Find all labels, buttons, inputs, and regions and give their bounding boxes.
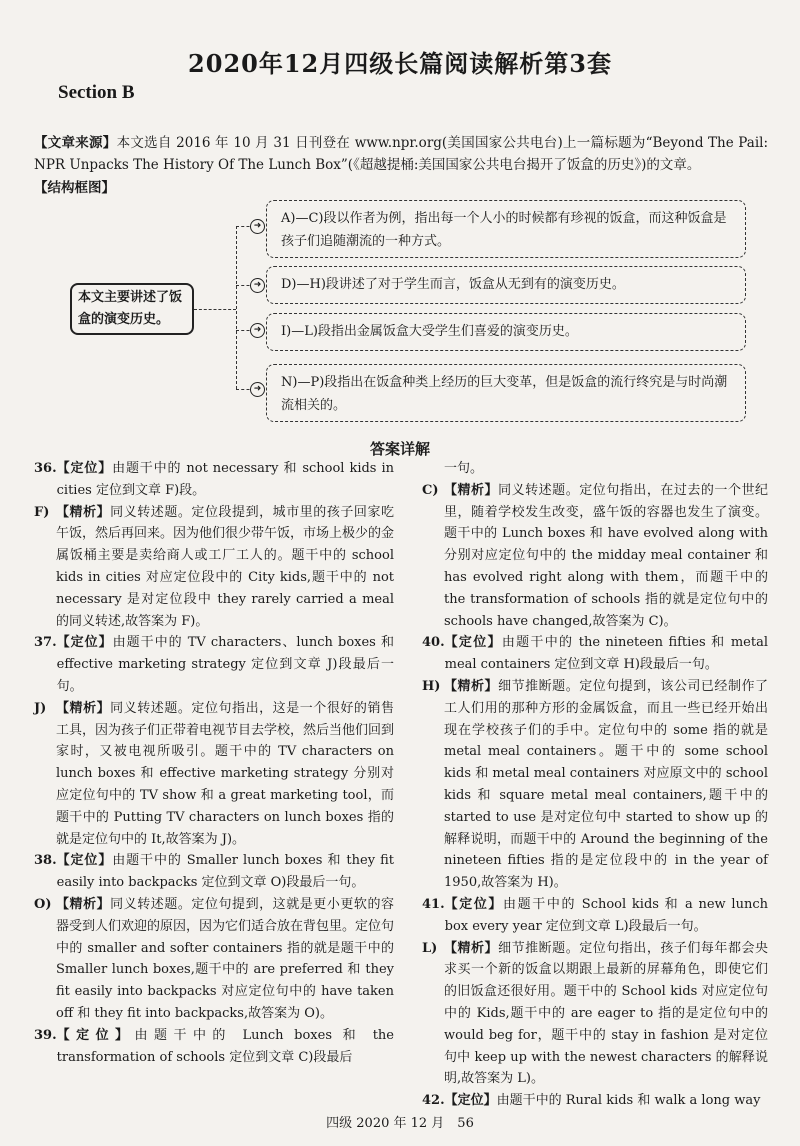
entry-text: 由题干中的 the nineteen fifties 和 metal meal containers 定位到文章 H)段最后一句。 <box>444 635 768 673</box>
entry-label: L) <box>422 940 438 956</box>
entry-tag: 【定位】 <box>56 853 113 869</box>
entry-tag: 【定位】 <box>444 896 504 912</box>
arrow-right-icon: ➜ <box>250 382 265 397</box>
entry-text: 同义转述题。定位段提到，城市里的孩子回家吃午饭，然后再回来。因为他们很少带午饭，市场上极少的金属饭桶主要是卖给商人或工厂工人的。题干中的 school kids in cities 对应定位段中的 City kids,题干中的 not necessary 是对定位段中 they rarely carried a meal 的同义转述,故答案为 F)。 <box>56 504 395 629</box>
answer-entry <box>34 458 394 502</box>
answer-entry <box>422 480 768 633</box>
entry-text: 由题干中的 Smaller lunch boxes 和 they fit easily into backpacks 定位到文章 O)段最后一句。 <box>56 853 394 891</box>
structure-main-box: 本文主要讲述了饭盒的演变历史。 <box>70 283 194 335</box>
arrow-right-icon: ➜ <box>250 323 265 338</box>
answers-left-column <box>34 458 394 1068</box>
entry-text: 同义转述题。定位句指出，这是一个很好的销售工具，因为孩子们正带着电视节目去学校，然后当他们回到家时，又被电视所吸引。题干中的 TV characters on lunch boxes 和 effective marketing strategy 分别对应定位句中的 TV show 和 a great marketing tool，而题干中的 Putting TV characters on lunch boxes 指的就是定位句中的 It,故答案为 J)。 <box>56 700 395 847</box>
answers-heading: 答案详解 <box>369 440 430 458</box>
connector-line <box>194 309 236 310</box>
source-label: 【文章来源】 <box>34 135 117 151</box>
section-heading: Section B <box>58 82 135 103</box>
entry-label: 41. <box>422 896 445 912</box>
entry-tag: 【精析】 <box>444 482 499 498</box>
structure-branch: N)—P)段指出在饭盒种类上经历的巨大变革，但是饭盒的流行终究是与时尚潮流相关的。 <box>266 364 746 422</box>
arrow-right-icon: ➜ <box>250 219 265 234</box>
answer-entry <box>422 676 768 894</box>
structure-branch: I)—L)段指出金属饭盒大受学生们喜爱的演变历史。 <box>266 313 746 351</box>
entry-label: 42. <box>422 1093 445 1109</box>
page-title: 2020年12月四级长篇阅读解析第3套 <box>188 49 612 78</box>
entry-tag: 【定位】 <box>56 635 113 651</box>
entry-label: 37. <box>34 635 57 651</box>
entry-label: 40. <box>422 635 445 651</box>
entry-label: 39. <box>34 1027 57 1043</box>
structure-branch: D)—H)段讲述了对于学生而言，饭盒从无到有的演变历史。 <box>266 266 746 304</box>
entry-label: J) <box>34 700 47 716</box>
arrow-right-icon: ➜ <box>250 278 265 293</box>
structure-heading: 【结构框图】 <box>34 180 115 196</box>
entry-tag: 【精析】 <box>56 700 111 716</box>
article-source <box>34 132 768 176</box>
entry-label: O) <box>34 896 52 912</box>
answers-right-column <box>422 458 768 1112</box>
answer-entry <box>422 938 768 1091</box>
entry-text: 同义转述题。定位句指出，在过去的一个世纪里，随着学校发生改变，盛午饭的容器也发生了演变。题干中的 Lunch boxes 和 have evolved along with 分别对应定位句中的 the midday meal container 和 has evolved right along with them，而题干中的 the transformation of schools 指的就是定位句中的 schools have changed,故答案为 C)。 <box>444 482 768 629</box>
answer-entry <box>34 1025 394 1069</box>
entry-tag: 【定位】 <box>444 635 502 651</box>
answer-entry <box>34 502 394 633</box>
entry-tag: 【精析】 <box>56 504 111 520</box>
entry-text: 由题干中的 not necessary 和 school kids in cities 定位到文章 F)段。 <box>56 461 394 498</box>
connector-trunk <box>236 226 237 389</box>
page-footer: 四级 2020 年 12 月 56 <box>326 1116 474 1131</box>
source-text: 本文选自 2016 年 10 月 31 日刊登在 www.npr.org(美国国家公共电台)上一篇标题为“Beyond The Pail: NPR Unpacks The History Of The Lunch Box”(《超越提桶:美国国家公共电台揭开了饭盒的历史》)的文章。 <box>34 135 769 173</box>
answer-entry <box>34 850 394 894</box>
entry-tag: 【精析】 <box>56 896 111 912</box>
entry-tag: 【精析】 <box>444 678 499 694</box>
continued-text: 一句。 <box>444 461 484 476</box>
entry-label: H) <box>422 678 441 694</box>
entry-text: 细节推断题。定位句指出，孩子们每年都会央求买一个新的饭盒以期跟上最新的屏幕角色，即使它们的旧饭盒还很好用。题干中的 School kids 对应定位句中的 Kids,题干中的 are eager to 指的是定位句中的 would beg for，题干中的 stay in fashion 是对定位句中 keep up with the newest characters 的解释说明,故答案为 L)。 <box>444 940 768 1087</box>
answer-entry <box>34 894 394 1025</box>
entry-label: F) <box>34 504 50 520</box>
answer-entry <box>34 698 394 851</box>
entry-tag: 【精析】 <box>444 940 499 956</box>
entry-label: C) <box>422 482 439 498</box>
entry-text: 由题干中的 Rural kids 和 walk a long way <box>496 1093 761 1109</box>
entry-label: 36. <box>34 461 57 476</box>
entry-text: 由题干中的 Lunch boxes 和 the transformation of schools 定位到文章 C)段最后 <box>56 1027 394 1065</box>
answer-entry <box>422 1090 768 1112</box>
entry-tag: 【定位】 <box>56 461 113 476</box>
answer-entry <box>422 894 768 938</box>
answer-entry <box>422 632 768 676</box>
structure-branch: A)—C)段以作者为例，指出每一个人小的时候都有珍视的饭盒，而这种饭盒是孩子们追随潮流的一种方式。 <box>266 200 746 258</box>
entry-text: 由题干中的 TV characters、lunch boxes 和 effective marketing strategy 定位到文章 J)段最后一句。 <box>56 635 394 694</box>
entry-text: 由题干中的 School kids 和 a new lunch box every year 定位到文章 L)段最后一句。 <box>444 896 768 934</box>
entry-label: 38. <box>34 853 57 869</box>
answer-entry <box>34 632 394 697</box>
entry-text: 细节推断题。定位句提到，该公司已经制作了工人们用的那种方形的金属饭盒，而且一些已经开始出现在学校孩子们的手中。定位句中的 some 指的就是 metal meal containers。题干中的 some school kids 和 metal meal containers 对应原文中的 school kids 和 square metal meal containers,题干中的 started to use 是对定位句中 started to show up 的解释说明，而题干中的 Around the beginning of the nineteen fifties 指的是定位段中的 in the year of 1950,故答案为 H)。 <box>444 678 768 891</box>
entry-tag: 【定位】 <box>56 1027 135 1043</box>
entry-tag: 【定位】 <box>444 1093 497 1109</box>
entry-text: 同义转述题。定位句提到，这就是更小更软的容器受到人们欢迎的原因，因为它们适合放在背包里。定位句中的 smaller and softer containers 指的就是题干中的 Smaller lunch boxes,题干中的 are preferred 和 they fit easily into backpacks 对应定位句中的 have taken off 和 they fit into backpacks,故答案为 O)。 <box>56 896 395 1021</box>
